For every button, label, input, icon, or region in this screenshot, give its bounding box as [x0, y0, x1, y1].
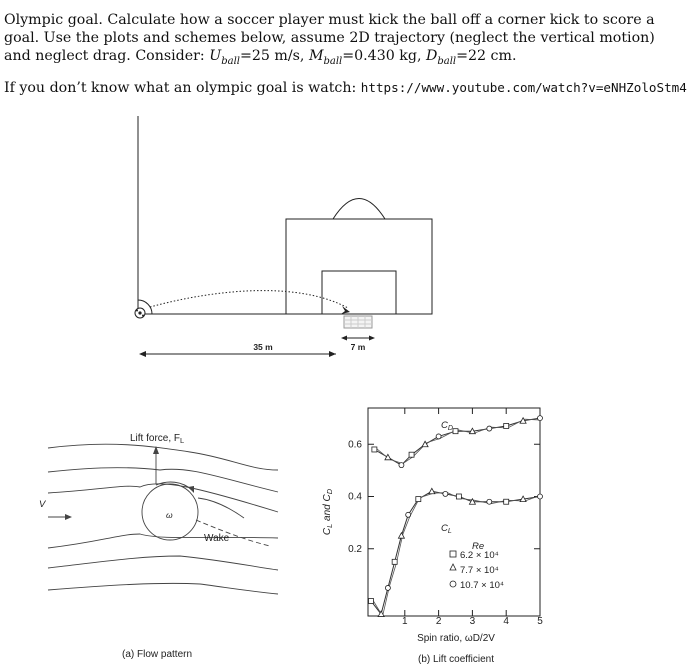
- data-point: [392, 559, 397, 564]
- y-axis-label: $C_L$ and $C_D$: [322, 488, 334, 536]
- data-point: [538, 416, 543, 421]
- legend-entry-3: 10.7 × 10⁴: [460, 580, 504, 591]
- data-point: [487, 499, 492, 504]
- data-point: [443, 491, 448, 496]
- data-point: [372, 447, 377, 452]
- flow-pattern-caption: (a) Flow pattern: [122, 649, 193, 660]
- series-line-alt: [376, 419, 542, 463]
- data-point: [385, 585, 390, 590]
- d-subscript: ball: [437, 55, 457, 67]
- legend-circle-icon: [450, 581, 456, 587]
- video-link[interactable]: https://www.youtube.com/watch?v=eNHZoloStm4: [360, 80, 687, 95]
- legend-title: Re: [472, 541, 485, 552]
- d-value: =22 cm.: [456, 48, 517, 64]
- data-point: [436, 434, 441, 439]
- x-tick-label: 1: [402, 616, 408, 627]
- legend-triangle-icon: [450, 564, 456, 570]
- d-symbol: D: [425, 48, 438, 64]
- series-line-alt: [373, 492, 542, 616]
- legend-square-icon: [450, 551, 456, 557]
- data-point: [399, 463, 404, 468]
- series-line-c_l: [371, 491, 540, 614]
- data-point: [504, 423, 509, 428]
- omega-label: ω: [166, 510, 173, 520]
- x-tick-label: 2: [435, 616, 442, 627]
- y-tick-label: 0.2: [348, 543, 362, 555]
- data-point: [487, 426, 492, 431]
- x-tick-label: 5: [537, 616, 543, 627]
- u-value: =25 m/s,: [239, 48, 309, 64]
- data-point: [453, 429, 458, 434]
- legend-entry-1: 6.2 × 10⁴: [460, 550, 499, 561]
- x-axis-label: Spin ratio, ωD/2V: [417, 633, 495, 644]
- data-point: [456, 494, 461, 499]
- m-symbol: M: [308, 48, 324, 64]
- u-subscript: ball: [221, 55, 240, 67]
- data-point: [369, 599, 374, 604]
- dim-35-label: 35 m: [253, 342, 273, 352]
- data-point: [504, 499, 509, 504]
- hint-text: If you don’t know what an olympic goal is watch:: [4, 80, 361, 96]
- lift-force-label: Lift force, F: [130, 433, 181, 444]
- dim-7-label: 7 m: [350, 342, 366, 352]
- legend-entry-2: 7.7 × 10⁴: [460, 565, 499, 576]
- series-line-c_d: [374, 418, 540, 465]
- u-symbol: U: [209, 48, 222, 64]
- chart-caption: (b) Lift coefficient: [418, 654, 494, 665]
- data-point: [385, 454, 391, 460]
- y-tick-label: 0.4: [348, 491, 362, 503]
- data-point: [406, 512, 411, 517]
- data-point: [409, 452, 414, 457]
- x-tick-label: 3: [469, 616, 476, 627]
- problem-text: Calculate how a soccer player must kick the ball off a corner kick to score a goal. Use the plots and schemes below, assume 2D trajectory (neglect the vertical motion) and neglect drag. Consider:: [4, 12, 655, 64]
- m-subscript: ball: [323, 55, 343, 67]
- lift-force-sub: L: [180, 436, 185, 445]
- m-value: =0.430 kg,: [342, 48, 426, 64]
- v-label: V: [39, 499, 46, 510]
- chart-marks: [369, 416, 543, 617]
- problem-title: Olympic goal.: [4, 12, 103, 28]
- cl-series-label: $C_L$: [441, 523, 452, 535]
- data-point: [416, 497, 421, 502]
- data-point: [429, 488, 435, 494]
- legend: [450, 550, 504, 591]
- wake-label: Wake: [204, 533, 230, 544]
- y-tick-label: 0.6: [348, 439, 362, 451]
- chart-ticks: [348, 408, 543, 627]
- data-point: [422, 441, 428, 447]
- x-tick-label: 4: [503, 616, 509, 627]
- cd-series-label: $C_D$: [441, 420, 453, 432]
- plot-frame: [368, 408, 540, 616]
- data-point: [538, 494, 543, 499]
